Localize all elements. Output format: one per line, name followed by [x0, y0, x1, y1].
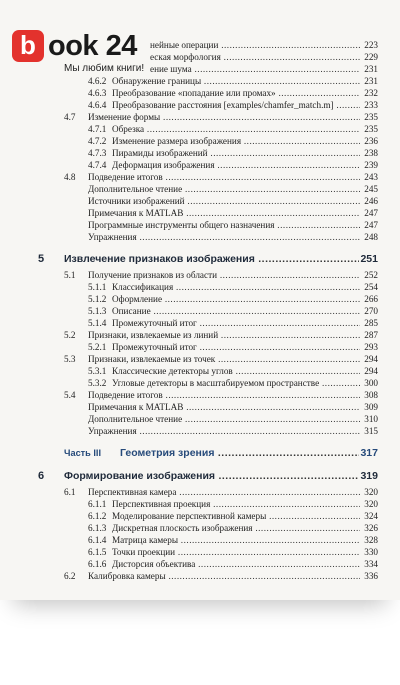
toc-page: 317 [360, 447, 378, 459]
toc-page: 246 [364, 196, 378, 206]
toc-number: 4.7.1 [88, 124, 107, 134]
toc-number: 4.7.2 [88, 136, 107, 146]
toc-title: Получение признаков из области ..... [88, 270, 360, 281]
toc-page: 238 [364, 148, 378, 158]
toc-page: 324 [364, 511, 378, 521]
toc-page: 251 [360, 253, 378, 265]
toc-page: 243 [364, 172, 378, 182]
toc-number: 4.6.4 [88, 100, 107, 110]
toc-page: 231 [364, 64, 378, 74]
toc-title: Моделирование перспективной камеры ..... [112, 511, 360, 522]
toc-page: 320 [364, 487, 378, 497]
toc-page: 320 [364, 499, 378, 509]
toc-entry [0, 559, 400, 570]
toc-number: 5.3 [64, 354, 76, 364]
toc-page: 247 [364, 220, 378, 230]
toc-title: Дискретная плоскость изображения ..... [112, 523, 360, 534]
toc-entry [0, 100, 400, 111]
toc-entry [0, 232, 400, 243]
toc-page: 300 [364, 378, 378, 388]
toc-number: 5.1.2 [88, 294, 107, 304]
toc-page: 287 [364, 330, 378, 340]
toc-title: Дополнительное чтение ..... [88, 184, 360, 195]
toc-page: 293 [364, 342, 378, 352]
toc-entry [0, 172, 400, 183]
toc-title: Упражнения ..... [88, 232, 360, 243]
toc-page: 247 [364, 208, 378, 218]
toc-entry [0, 76, 400, 87]
toc-entry [0, 196, 400, 207]
toc-number: 6.1.6 [88, 559, 107, 569]
toc-entry [0, 136, 400, 147]
toc-title: Промежуточный итог ..... [112, 342, 360, 353]
toc-page: 236 [364, 136, 378, 146]
chapter-title: Извлечение признаков изображения ..... [64, 253, 360, 266]
toc-title: Дисторсия объектива ..... [112, 559, 360, 570]
toc-title: Матрица камеры ..... [112, 535, 360, 546]
chapter-number: 6 [38, 470, 45, 482]
toc-title: Обрезка ..... [112, 124, 360, 135]
chapter-title: Формирование изображения ..... [64, 470, 360, 483]
toc-title: Источники изображений ..... [88, 196, 360, 207]
toc-entry [0, 160, 400, 171]
toc-page: 252 [364, 270, 378, 280]
toc-title: Изменение размера изображения ..... [112, 136, 360, 147]
toc-title: Программные инструменты общего назначения ..... [88, 220, 360, 231]
toc-title: Классические детекторы углов ..... [112, 366, 360, 377]
toc-title: Преобразование «попадание или промах» ..... [112, 88, 360, 99]
toc-title: Промежуточный итог ..... [112, 318, 360, 329]
toc-entry [0, 270, 400, 281]
toc-page: 229 [364, 52, 378, 62]
toc-page: 235 [364, 112, 378, 122]
toc-entry [0, 64, 400, 75]
toc-page: 232 [364, 88, 378, 98]
toc-title: Деформация изображения ..... [112, 160, 360, 171]
toc-entry [0, 88, 400, 99]
toc-number: 5.1 [64, 270, 76, 280]
toc-number: 4.7 [64, 112, 76, 122]
toc-page: 223 [364, 40, 378, 50]
toc-number: 5.1.3 [88, 306, 107, 316]
toc-entry [0, 390, 400, 401]
toc-number: 6.1.2 [88, 511, 107, 521]
toc-title: Описание ..... [112, 306, 360, 317]
toc-title: Признаки, извлекаемые из линий ..... [88, 330, 360, 341]
toc-entry [0, 294, 400, 305]
toc-entry [0, 124, 400, 135]
toc-entry [0, 535, 400, 546]
toc-page: 310 [364, 414, 378, 424]
toc-number: 6.1.1 [88, 499, 107, 509]
toc-title: Оформление ..... [112, 294, 360, 305]
toc-title: ение шума ..... [150, 64, 360, 75]
toc-title: Примечания к MATLAB ..... [88, 402, 360, 413]
toc-page: 326 [364, 523, 378, 533]
toc-page: 294 [364, 366, 378, 376]
toc-title: Перспективная проекция ..... [112, 499, 360, 510]
toc-entry [0, 184, 400, 195]
toc-number: 6.2 [64, 571, 76, 581]
toc-number: 4.6.2 [88, 76, 107, 86]
toc-entry [0, 330, 400, 341]
toc-title: Пирамиды изображений ..... [112, 148, 360, 159]
toc-entry [0, 414, 400, 425]
toc-page: 330 [364, 547, 378, 557]
toc-entry [0, 148, 400, 159]
toc-entry [0, 306, 400, 317]
toc-number: 5.1.1 [88, 282, 107, 292]
toc-entry [0, 112, 400, 123]
toc-page: 233 [364, 100, 378, 110]
toc-number: 5.3.1 [88, 366, 107, 376]
chapter-entry [0, 253, 400, 266]
toc-title: Калибровка камеры ..... [88, 571, 360, 582]
toc-page: 319 [360, 470, 378, 482]
toc-page: 334 [364, 559, 378, 569]
toc-entry [0, 220, 400, 231]
toc-entry [0, 318, 400, 329]
toc-title: Обнаружение границы ..... [112, 76, 360, 87]
toc-number: 6.1 [64, 487, 76, 497]
toc-entry [0, 426, 400, 437]
toc-entry [0, 523, 400, 534]
part-title: Геометрия зрения ..... [120, 447, 360, 460]
toc-number: 5.2.1 [88, 342, 107, 352]
toc-number: 5.4 [64, 390, 76, 400]
toc-page: 231 [364, 76, 378, 86]
toc-page: 294 [364, 354, 378, 364]
toc-number: 6.1.3 [88, 523, 107, 533]
toc-number: 4.6.3 [88, 88, 107, 98]
toc-entry [0, 366, 400, 377]
logo-name: ook 24 [48, 30, 137, 62]
chapter-number: 5 [38, 253, 45, 265]
toc-page: 254 [364, 282, 378, 292]
toc-number: 6.1.4 [88, 535, 107, 545]
toc-page: 235 [364, 124, 378, 134]
toc-title: Дополнительное чтение ..... [88, 414, 360, 425]
toc-page: 270 [364, 306, 378, 316]
toc-title: Перспективная камера ..... [88, 487, 360, 498]
toc-title: Примечания к MATLAB ..... [88, 208, 360, 219]
toc-number: 6.1.5 [88, 547, 107, 557]
toc-page: 336 [364, 571, 378, 581]
toc-page: 285 [364, 318, 378, 328]
part-number: Часть III [64, 448, 102, 458]
toc-entry [0, 282, 400, 293]
chapter-entry [0, 470, 400, 483]
toc-entry [0, 378, 400, 389]
toc-entry [0, 354, 400, 365]
toc-page: 245 [364, 184, 378, 194]
toc-title: Угловые детекторы в масштабируемом пространстве ..... [112, 378, 360, 389]
toc-entry [0, 52, 400, 63]
toc-entry [0, 547, 400, 558]
toc-number: 4.7.3 [88, 148, 107, 158]
toc-title: Точки проекции ..... [112, 547, 360, 558]
toc-entry [0, 208, 400, 219]
toc-page: 328 [364, 535, 378, 545]
toc-page: 315 [364, 426, 378, 436]
logo-badge: b [12, 30, 44, 62]
toc-title: Изменение формы ..... [88, 112, 360, 123]
toc-page: 309 [364, 402, 378, 412]
toc-title: Признаки, извлекаемые из точек ..... [88, 354, 360, 365]
toc-title: нейные операции ..... [150, 40, 360, 51]
toc-title: Подведение итогов ..... [88, 172, 360, 183]
toc-entry [0, 511, 400, 522]
toc-title: Упражнения ..... [88, 426, 360, 437]
toc-entry [0, 487, 400, 498]
toc-number: 5.2 [64, 330, 76, 340]
toc-entry [0, 40, 400, 51]
toc-page: 248 [364, 232, 378, 242]
toc-page: 308 [364, 390, 378, 400]
toc-entry [0, 499, 400, 510]
toc-title: Подведение итогов ..... [88, 390, 360, 401]
toc-entry [0, 571, 400, 582]
toc-title: Классификация ..... [112, 282, 360, 293]
toc-page: 266 [364, 294, 378, 304]
toc-number: 5.3.2 [88, 378, 107, 388]
toc-number: 5.1.4 [88, 318, 107, 328]
toc-title: еская морфология ..... [150, 52, 360, 63]
toc-page: 239 [364, 160, 378, 170]
part-entry [0, 447, 400, 460]
logo-tagline: Мы любим книги! [64, 63, 145, 74]
toc-number: 4.8 [64, 172, 76, 182]
toc-entry [0, 342, 400, 353]
toc-number: 4.7.4 [88, 160, 107, 170]
toc-entry [0, 402, 400, 413]
toc-title: Преобразование расстояния [examples/chamfer_match.m] ..... [112, 100, 360, 111]
